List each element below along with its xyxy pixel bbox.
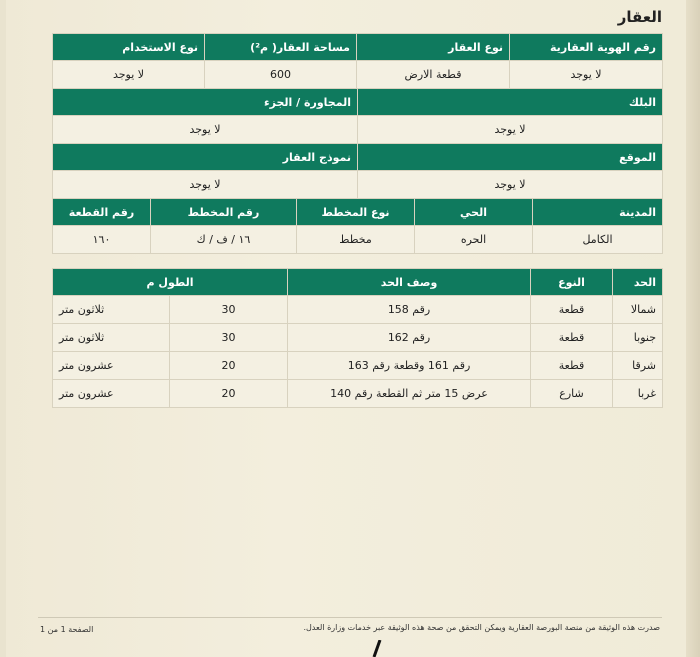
pen-mark-icon (372, 640, 382, 657)
page-right-edge (686, 0, 700, 657)
neighborhood-part-value: لا يوجد (53, 116, 358, 144)
property-info-table (52, 33, 663, 89)
header-cell: رقم القطعة (53, 199, 151, 226)
boundary-side: غربا (613, 380, 663, 408)
boundary-type: قطعة (531, 352, 613, 380)
footer-divider (38, 617, 662, 618)
header-cell: المدينة (533, 199, 663, 226)
table-row (53, 324, 663, 352)
boundary-type: قطعة (531, 296, 613, 324)
boundary-side: جنوبا (613, 324, 663, 352)
header-cell: مساحة العقار( م²) (205, 34, 357, 61)
header-cell: نوع المخطط (297, 199, 415, 226)
table-row (53, 380, 663, 408)
header-cell: نوع العقار (357, 34, 510, 61)
boundary-type: شارع (531, 380, 613, 408)
header-cell: رقم المخطط (151, 199, 297, 226)
page-number: الصفحة 1 من 1 (40, 625, 94, 634)
plan-type-value: مخطط (297, 226, 415, 254)
boundary-length: 20 (170, 380, 288, 408)
table-header-row (53, 34, 663, 61)
header-cell: وصف الحد (288, 269, 531, 296)
header-cell: نموذج العقار (53, 144, 358, 171)
boundary-length: 30 (170, 296, 288, 324)
header-cell: رقم الهوية العقارية (510, 34, 663, 61)
boundaries-table (52, 268, 663, 408)
header-cell: نوع الاستخدام (53, 34, 205, 61)
table-header-row (53, 144, 663, 171)
property-type-value: قطعة الارض (357, 61, 510, 89)
plan-number-value: ١٦ / ف / ك (151, 226, 297, 254)
boundary-side: شرقا (613, 352, 663, 380)
header-cell: المجاورة / الجزء (53, 89, 358, 116)
block-value: لا يوجد (358, 116, 663, 144)
header-cell: النوع (531, 269, 613, 296)
boundary-length-words: ثلاثون متر (53, 324, 170, 352)
page-left-edge (0, 0, 6, 657)
table-row (53, 171, 663, 199)
property-id-value: لا يوجد (510, 61, 663, 89)
header-cell: الحد (613, 269, 663, 296)
plot-number-value: ١٦٠ (53, 226, 151, 254)
boundary-length: 20 (170, 352, 288, 380)
location-table (52, 143, 663, 199)
table-header-row (53, 89, 663, 116)
property-area-value: 600 (205, 61, 357, 89)
header-cell: الحي (415, 199, 533, 226)
header-cell: البلك (358, 89, 663, 116)
boundary-description: رقم 161 وقطعة رقم 163 (288, 352, 531, 380)
usage-type-value: لا يوجد (53, 61, 205, 89)
property-model-value: لا يوجد (53, 171, 358, 199)
table-row (53, 352, 663, 380)
boundary-description: رقم 162 (288, 324, 531, 352)
city-plan-table (52, 198, 663, 254)
table-row (53, 296, 663, 324)
boundary-length-words: عشرون متر (53, 352, 170, 380)
block-table (52, 88, 663, 144)
boundary-length: 30 (170, 324, 288, 352)
table-row (53, 226, 663, 254)
footer-note: صدرت هذه الوثيقة من منصة البورصة العقارية ويمكن التحقق من صحة هذه الوثيقة عبر خدمات وزارة العدل. (303, 623, 660, 632)
header-cell: الطول م (53, 269, 288, 296)
location-value: لا يوجد (358, 171, 663, 199)
header-cell: الموقع (358, 144, 663, 171)
boundary-length-words: ثلاثون متر (53, 296, 170, 324)
city-value: الكامل (533, 226, 663, 254)
table-header-row (53, 269, 663, 296)
boundary-side: شمالا (613, 296, 663, 324)
boundary-type: قطعة (531, 324, 613, 352)
district-value: الحره (415, 226, 533, 254)
boundary-length-words: عشرون متر (53, 380, 170, 408)
table-row (53, 61, 663, 89)
section-title: العقار (617, 8, 662, 26)
boundary-description: عرض 15 متر ثم القطعة رقم 140 (288, 380, 531, 408)
table-header-row (53, 199, 663, 226)
boundary-description: رقم 158 (288, 296, 531, 324)
table-row (53, 116, 663, 144)
